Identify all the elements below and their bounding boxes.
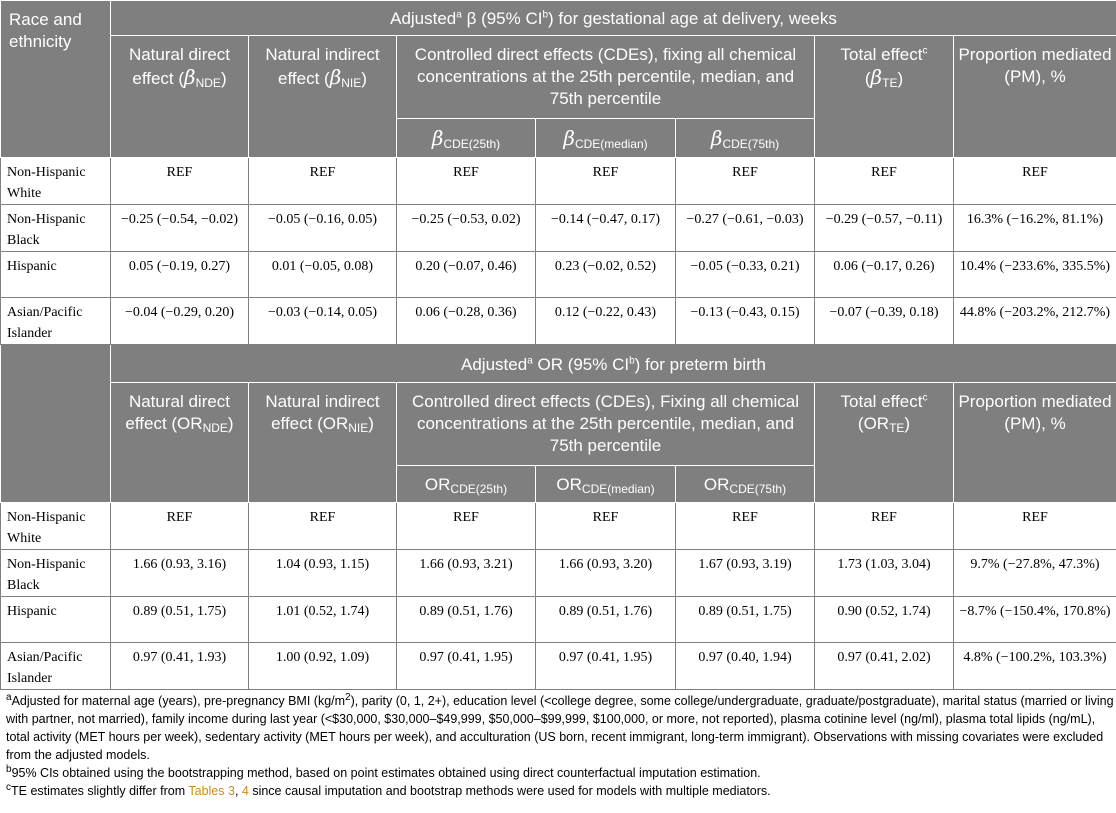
te-cell: 0.90 (0.52, 1.74)	[815, 597, 954, 643]
cdemed-cell: REF	[536, 503, 676, 550]
race-cell: Non-Hispanic White	[1, 503, 111, 550]
table-row	[1, 298, 1116, 345]
nde-cell: REF	[111, 158, 249, 205]
preterm-te-header: Total effect$^c$ $(OR_{TE})$	[815, 383, 954, 503]
race-cell: Hispanic	[1, 597, 111, 643]
gest-nie-header: Natural indirect effect $(\beta_{NIE})$	[249, 36, 397, 158]
te-cell: −0.07 (−0.39, 0.18)	[815, 298, 954, 345]
tables-3-link[interactable]: Tables 3	[188, 784, 235, 798]
preterm-nie-header: Natural indirect effect $(OR_{NIE})$	[249, 383, 397, 503]
nie-cell: 1.04 (0.93, 1.15)	[249, 550, 397, 597]
gest-cde25-header: $\beta_{CDE(25th)}$	[397, 119, 536, 158]
nie-cell: REF	[249, 158, 397, 205]
cde75-cell: REF	[676, 503, 815, 550]
table-row	[1, 643, 1116, 690]
gest-cdemed-header: $\beta_{CDE(median)}$	[536, 119, 676, 158]
gest-cde75-header: $\beta_{CDE(75th)}$	[676, 119, 815, 158]
race-cell: Hispanic	[1, 252, 111, 298]
footnote-b: $^b$95% CIs obtained using the bootstrapping method, based on point estimates obtained using direct counterfactual imputation estimation.	[6, 763, 761, 780]
cde25-cell: 0.20 (−0.07, 0.46)	[397, 252, 536, 298]
gest-te-header: Total effect$^c$ $(\beta_{TE})$	[815, 36, 954, 158]
gest-pm-header: Proportion mediated (PM), %	[954, 36, 1116, 158]
footnote-c: $^c$TE estimates slightly differ from Tables 3, 4 since causal imputation and bootstrap methods were used for models with multiple mediators.	[6, 781, 771, 798]
cde25-cell: 1.66 (0.93, 3.21)	[397, 550, 536, 597]
table-row	[1, 158, 1116, 205]
table-4-link[interactable]: 4	[241, 784, 249, 798]
cdemed-cell: 0.89 (0.51, 1.76)	[536, 597, 676, 643]
te-cell: 1.73 (1.03, 3.04)	[815, 550, 954, 597]
footnote-a: $^a$Adjusted for maternal age (years), pre-pregnancy BMI $(kg/m^2)$, parity (0, 1, 2+), education level (<college degree, some college/undergraduate, graduate/postgraduate), marital status (married or living with partner, not married), family income during last year (<$30,000, $30,000–$49,999, $50,000–$99,999, $100,000, or more, not reported), plasma cotinine level (ng/ml), plasma total lipids (ng/mL), total activity (MET hours per week), sedentary activity (MET hours per week), and acculturation (US born, recent immigrant, long-term immigrant). Observations with missing covariates were excluded from the adjusted models.	[6, 691, 1114, 762]
nie-cell: 1.00 (0.92, 1.09)	[249, 643, 397, 690]
cdemed-cell: 0.97 (0.41, 1.95)	[536, 643, 676, 690]
table-row	[1, 252, 1116, 298]
preterm-section-title: Adjusted$^a$ OR (95% $CI^b$) for preterm birth	[111, 345, 1116, 383]
race-cell: Non-Hispanic Black	[1, 205, 111, 252]
te-cell: REF	[815, 503, 954, 550]
pm-cell: −8.7% (−150.4%, 170.8%)	[954, 597, 1116, 643]
nde-cell: −0.04 (−0.29, 0.20)	[111, 298, 249, 345]
cde75-cell: 1.67 (0.93, 3.19)	[676, 550, 815, 597]
table-row	[1, 550, 1116, 597]
cdemed-cell: 0.23 (−0.02, 0.52)	[536, 252, 676, 298]
pm-cell: 16.3% (−16.2%, 81.1%)	[954, 205, 1116, 252]
race-header-blank	[1, 345, 111, 503]
te-cell: 0.97 (0.41, 2.02)	[815, 643, 954, 690]
nde-cell: 0.97 (0.41, 1.93)	[111, 643, 249, 690]
preterm-cde25-header: $OR_{CDE(25th)}$	[397, 466, 536, 503]
cde25-cell: −0.25 (−0.53, 0.02)	[397, 205, 536, 252]
nie-cell: REF	[249, 503, 397, 550]
cde75-cell: REF	[676, 158, 815, 205]
te-cell: REF	[815, 158, 954, 205]
pm-cell: REF	[954, 503, 1116, 550]
preterm-cde75-header: $OR_{CDE(75th)}$	[676, 466, 815, 503]
pm-cell: 4.8% (−100.2%, 103.3%)	[954, 643, 1116, 690]
cde75-cell: −0.27 (−0.61, −0.03)	[676, 205, 815, 252]
nde-cell: 0.89 (0.51, 1.75)	[111, 597, 249, 643]
cde25-cell: REF	[397, 158, 536, 205]
preterm-nde-header: Natural direct effect $(OR_{NDE})$	[111, 383, 249, 503]
nde-cell: 1.66 (0.93, 3.16)	[111, 550, 249, 597]
nde-cell: REF	[111, 503, 249, 550]
te-cell: −0.29 (−0.57, −0.11)	[815, 205, 954, 252]
nde-cell: −0.25 (−0.54, −0.02)	[111, 205, 249, 252]
nie-cell: 1.01 (0.52, 1.74)	[249, 597, 397, 643]
cdemed-cell: REF	[536, 158, 676, 205]
race-cell: Non-Hispanic White	[1, 158, 111, 205]
gest-section-title: Adjusted$^a$ β (95% $CI^b$) for gestational age at delivery, weeks	[111, 1, 1116, 36]
cde25-cell: 0.97 (0.41, 1.95)	[397, 643, 536, 690]
cde25-cell: 0.06 (−0.28, 0.36)	[397, 298, 536, 345]
nie-cell: −0.03 (−0.14, 0.05)	[249, 298, 397, 345]
table-row	[1, 597, 1116, 643]
preterm-cdemed-header: $OR_{CDE(median)}$	[536, 466, 676, 503]
pm-cell: 44.8% (−203.2%, 212.7%)	[954, 298, 1116, 345]
nie-cell: −0.05 (−0.16, 0.05)	[249, 205, 397, 252]
race-cell: Asian/Pacific Islander	[1, 298, 111, 345]
footnotes	[6, 692, 1114, 800]
nde-cell: 0.05 (−0.19, 0.27)	[111, 252, 249, 298]
gest-nde-header: Natural direct effect $(\beta_{NDE})$	[111, 36, 249, 158]
gest-cde-header: Controlled direct effects (CDEs), fixing all chemical concentrations at the 25th percentile, median, and 75th percentile	[397, 36, 815, 119]
pm-cell: 10.4% (−233.6%, 335.5%)	[954, 252, 1116, 298]
cdemed-cell: −0.14 (−0.47, 0.17)	[536, 205, 676, 252]
pm-cell: 9.7% (−27.8%, 47.3%)	[954, 550, 1116, 597]
race-ethnicity-header: Race and ethnicity	[1, 1, 111, 158]
preterm-cde-header: Controlled direct effects (CDEs), Fixing all chemical concentrations at the 25th percentile, median, and 75th percentile	[397, 383, 815, 466]
cde75-cell: 0.89 (0.51, 1.75)	[676, 597, 815, 643]
nie-cell: 0.01 (−0.05, 0.08)	[249, 252, 397, 298]
te-cell: 0.06 (−0.17, 0.26)	[815, 252, 954, 298]
cde75-cell: −0.13 (−0.43, 0.15)	[676, 298, 815, 345]
race-cell: Non-Hispanic Black	[1, 550, 111, 597]
cde25-cell: REF	[397, 503, 536, 550]
cde75-cell: −0.05 (−0.33, 0.21)	[676, 252, 815, 298]
table-row	[1, 205, 1116, 252]
cde25-cell: 0.89 (0.51, 1.76)	[397, 597, 536, 643]
cde75-cell: 0.97 (0.40, 1.94)	[676, 643, 815, 690]
preterm-pm-header: Proportion mediated (PM), %	[954, 383, 1116, 503]
race-cell: Asian/Pacific Islander	[1, 643, 111, 690]
table-row	[1, 503, 1116, 550]
cdemed-cell: 1.66 (0.93, 3.20)	[536, 550, 676, 597]
pm-cell: REF	[954, 158, 1116, 205]
cdemed-cell: 0.12 (−0.22, 0.43)	[536, 298, 676, 345]
